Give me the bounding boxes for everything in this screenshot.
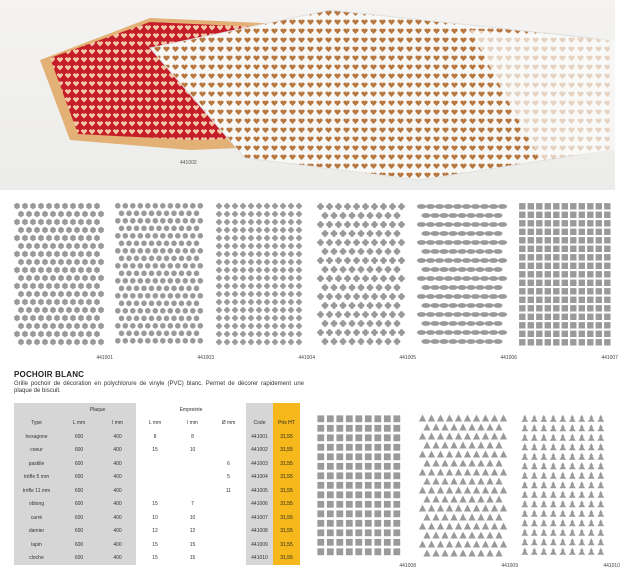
table-cell: 31,55 [273, 457, 300, 471]
table-cell: 15 [152, 501, 158, 508]
table-cell: 600 [59, 498, 99, 512]
table-cell: 8 [153, 433, 157, 440]
product-description: Grille pochoir de décoration en polychlorure de vinyle (PVC) blanc. Permet de décorer rapidement une plaque de biscuit. [14, 381, 304, 394]
table-cell: 15 [152, 555, 158, 562]
table-cell: lapin [14, 538, 59, 552]
table-cell: hexagone [14, 430, 59, 444]
swatch-code-label: 441005 [399, 355, 416, 361]
table-header-cell: Ø mm [221, 420, 236, 427]
table-cell: 31,55 [273, 511, 300, 525]
table-cell: 10 [152, 514, 158, 521]
table-cell [211, 444, 246, 458]
specs-table [14, 403, 300, 565]
table-cell: 441004 [246, 471, 273, 485]
table-row [14, 471, 300, 485]
table-cell: 7 [191, 501, 194, 508]
swatch-code-label: 441009 [501, 563, 518, 569]
table-cell: 600 [59, 484, 99, 498]
table-cell: 441001 [246, 430, 273, 444]
table-cell: 10 [189, 447, 196, 454]
table-cell: 12 [189, 528, 196, 535]
table-cell [211, 525, 246, 539]
table-cell: 400 [99, 525, 136, 539]
table-cell [174, 484, 211, 498]
table-cell: 31,55 [273, 471, 300, 485]
table-cell: 441007 [246, 511, 273, 525]
stencil-swatch-carre [518, 202, 608, 348]
table-cell: 31,55 [273, 484, 300, 498]
table-cell: 400 [99, 484, 136, 498]
table-cell: 441002 [246, 444, 273, 458]
table-cell: 10 [189, 514, 196, 521]
table-cell: 441008 [246, 525, 273, 539]
stencil-swatch-oblong [417, 202, 507, 348]
table-cell: 600 [59, 552, 99, 566]
table-cell: 441005 [246, 484, 273, 498]
table-cell: 600 [59, 457, 99, 471]
table-cell: 15 [189, 541, 196, 548]
table-header-cell: L mm [59, 417, 99, 431]
table-cell: 400 [99, 444, 136, 458]
table-cell: 11 [225, 487, 232, 494]
table-row [14, 457, 300, 471]
table-header-cell: l mm [99, 417, 136, 431]
table-cell: coeur [14, 444, 59, 458]
table-cell: 600 [59, 525, 99, 539]
table-cell: pastille [14, 457, 59, 471]
table-row [14, 484, 300, 498]
table-cell: 400 [99, 538, 136, 552]
table-cell: 600 [59, 444, 99, 458]
table-row [14, 444, 300, 458]
table-cell [174, 457, 211, 471]
table-cell: 400 [99, 511, 136, 525]
table-cell: 400 [99, 471, 136, 485]
table-header-cell: Prix HT [273, 417, 300, 431]
table-cell: 400 [99, 430, 136, 444]
table-header-cell: Type [14, 417, 59, 431]
table-cell: 31,55 [273, 430, 300, 444]
table-cell [136, 484, 174, 498]
table-cell: 441006 [246, 498, 273, 512]
table-cell [136, 457, 174, 471]
table-cell: 600 [59, 430, 99, 444]
group-empreinte-header: Empreinte [179, 406, 203, 413]
table-cell [174, 471, 211, 485]
table-cell: oblong [14, 498, 59, 512]
table-cell [211, 498, 246, 512]
table-cell: 441010 [246, 552, 273, 566]
stencil-swatch-cloche [520, 414, 610, 556]
table-header-cell: L mm [148, 420, 162, 427]
table-header-row [14, 417, 300, 431]
table-group-header-row [14, 403, 300, 417]
table-row [14, 552, 300, 566]
table-cell: 15 [152, 447, 158, 454]
table-row [14, 538, 300, 552]
swatch-code-label: 441007 [601, 355, 618, 361]
table-cell: 12 [152, 528, 158, 535]
table-cell: 5 [227, 474, 230, 481]
stencil-photo-illustration [0, 0, 615, 190]
table-cell: 400 [99, 498, 136, 512]
swatch-code-label: 441006 [500, 355, 517, 361]
table-row [14, 498, 300, 512]
table-cell: trèfle 11 mm [14, 484, 59, 498]
table-cell: 441003 [246, 457, 273, 471]
table-row [14, 511, 300, 525]
stencil-swatch-damier [316, 414, 406, 556]
table-cell: 8 [191, 433, 194, 440]
table-cell [211, 511, 246, 525]
table-cell [136, 471, 174, 485]
stencil-swatch-trefle-11 [316, 202, 406, 348]
table-cell: 15 [189, 555, 196, 562]
table-cell: 6 [227, 460, 230, 467]
table-cell: 600 [59, 538, 99, 552]
stencil-swatch-lapin [418, 414, 508, 556]
table-cell: 31,55 [273, 498, 300, 512]
table-cell [211, 538, 246, 552]
table-cell [211, 552, 246, 566]
table-cell: cloche [14, 552, 59, 566]
table-cell: 400 [99, 457, 136, 471]
table-cell: damier [14, 525, 59, 539]
stencil-swatch-hexagone [13, 202, 103, 348]
swatch-code-label: 441008 [399, 563, 416, 569]
table-cell: trèfle 5 mm [14, 471, 59, 485]
swatch-code-label: 441001 [96, 355, 113, 361]
table-row [14, 430, 300, 444]
table-header-cell: l mm [187, 420, 198, 427]
stencil-swatch-trefle-5 [215, 202, 305, 348]
swatch-code-label: 441010 [603, 563, 620, 569]
table-header-cell: Code [246, 417, 273, 431]
table-cell: 31,55 [273, 444, 300, 458]
table-row [14, 525, 300, 539]
product-photo [0, 0, 615, 190]
stencil-swatch-pastille [114, 202, 204, 348]
table-cell: 31,55 [273, 552, 300, 566]
table-cell: 31,55 [273, 538, 300, 552]
table-cell: 600 [59, 511, 99, 525]
photo-caption: 441002 [180, 160, 197, 166]
table-cell: 15 [152, 541, 158, 548]
swatch-code-label: 441003 [197, 355, 214, 361]
table-cell: 31,55 [273, 525, 300, 539]
table-cell [211, 430, 246, 444]
group-plaque-header: Plaque [59, 403, 136, 417]
table-cell: 400 [99, 552, 136, 566]
product-title: POCHOIR BLANC [14, 370, 85, 379]
table-cell: 441009 [246, 538, 273, 552]
swatch-code-label: 441004 [298, 355, 315, 361]
table-cell: 600 [59, 471, 99, 485]
table-cell: carré [14, 511, 59, 525]
